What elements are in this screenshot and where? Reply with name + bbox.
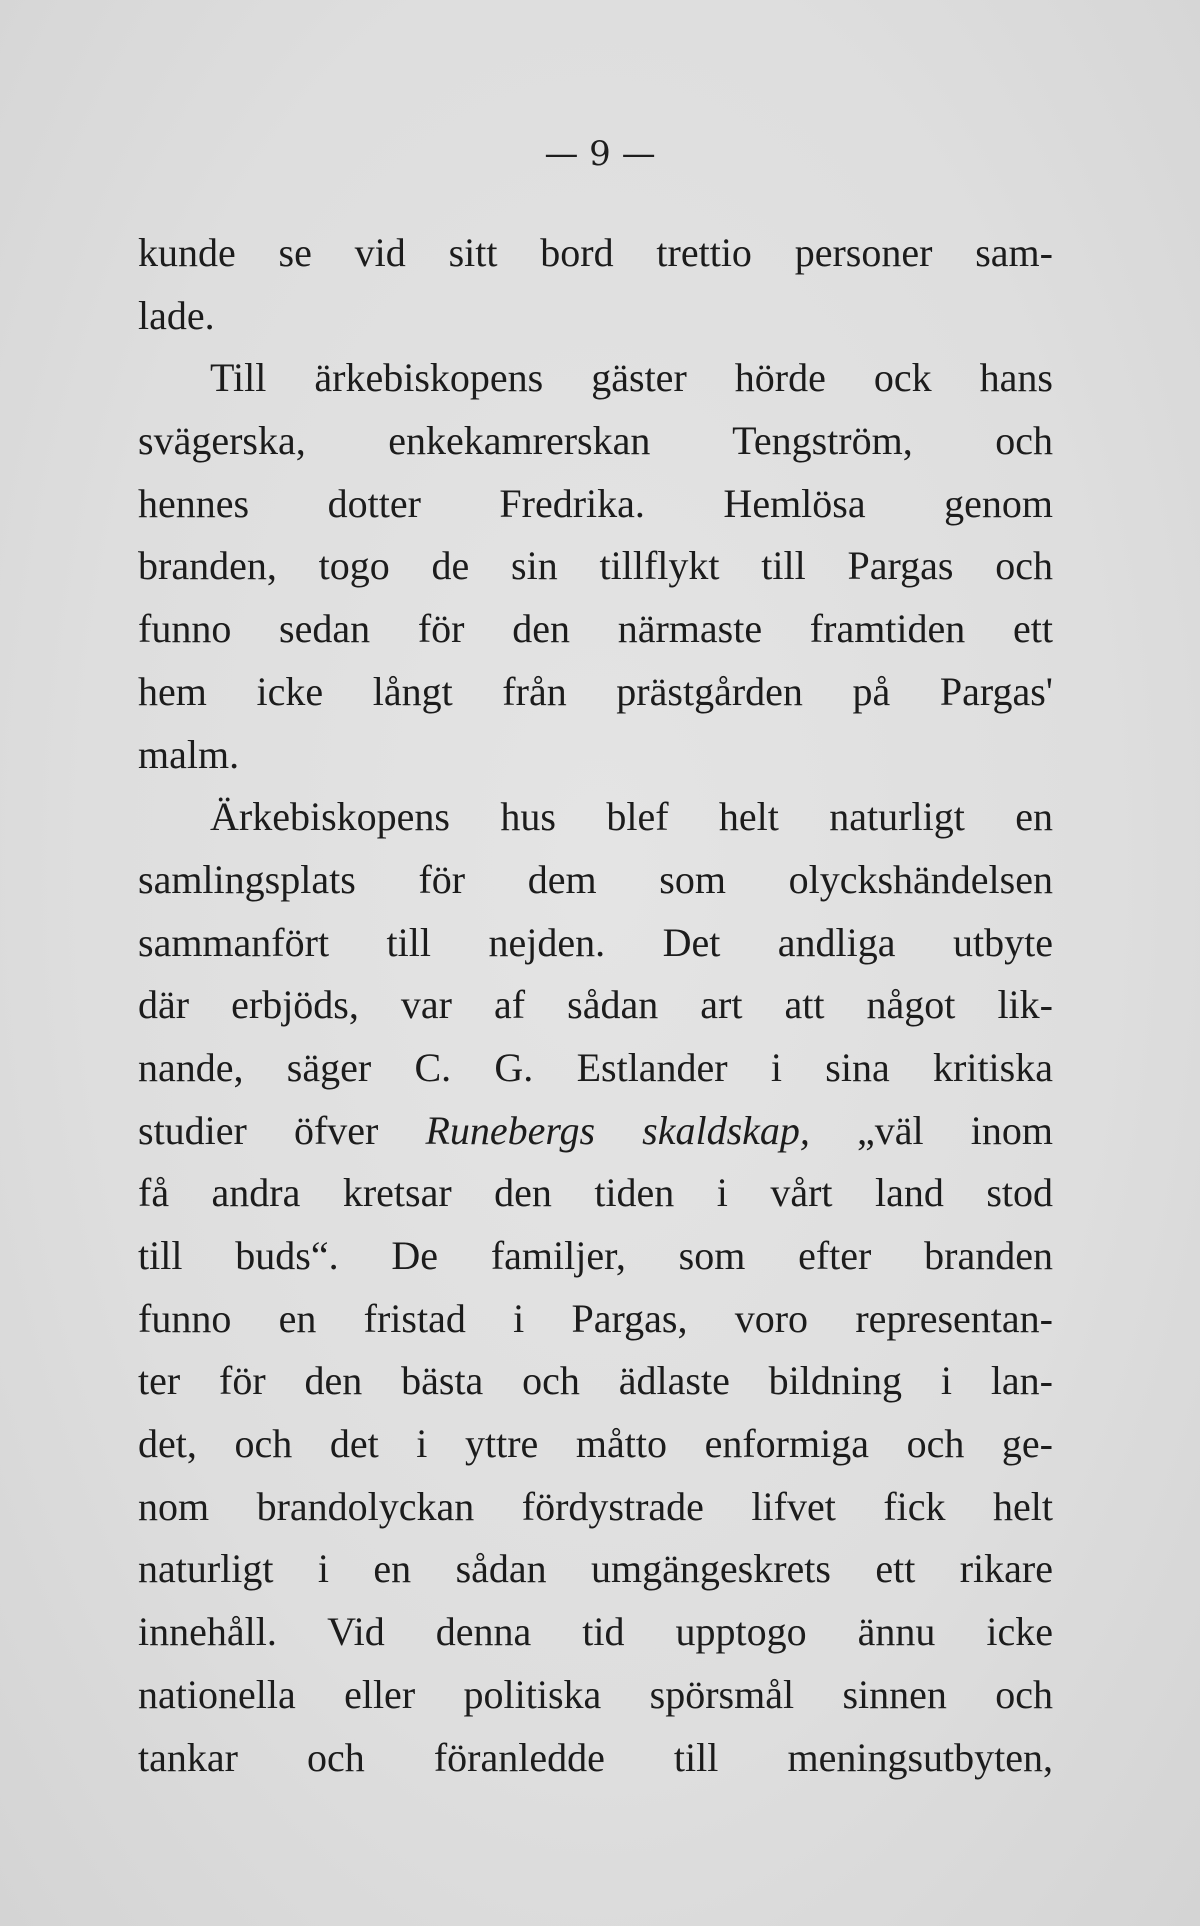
text-line: hennes dotter Fredrika. Hemlösa genom (138, 480, 1053, 526)
text-line: nande, säger C. G. Estlander i sina kritiska (138, 1044, 1053, 1090)
text-line-with-title (138, 1100, 1053, 1163)
text-line: det, och det i yttre måtto enformiga och ge- (138, 1421, 1053, 1467)
text-line: innehåll. Vid denna tid upptogo ännu icke (138, 1609, 1053, 1655)
text-line: nationella eller politiska spörsmål sinnen och (138, 1671, 1053, 1717)
body-text (138, 222, 1053, 1789)
text-line: Ärkebiskopens hus blef helt naturligt en (210, 794, 1053, 840)
text-line: hem icke långt från prästgården på Pargas' (138, 668, 1053, 714)
text-line: till buds“. De familjer, som efter branden (138, 1233, 1053, 1278)
text-line: lade. (138, 292, 215, 338)
page-number: — 9 — (544, 134, 656, 174)
text-line: svägerska, enkekamrerskan Tengström, och (138, 418, 1053, 464)
text-line: där erbjöds, var af sådan art att något lik- (138, 982, 1053, 1028)
text-line: malm. (138, 731, 240, 777)
text-run: studier öfver (138, 1107, 426, 1153)
text-line: kunde se vid sitt bord trettio personer sam- (138, 230, 1053, 275)
text-line: få andra kretsar den tiden i vårt land stod (138, 1170, 1053, 1216)
text-line: naturligt i en sådan umgängeskrets ett rikare (138, 1546, 1053, 1592)
text-line: branden, togo de sin tillflykt till Pargas och (138, 543, 1053, 589)
text-line: Till ärkebiskopens gäster hörde ock hans (210, 355, 1053, 401)
text-run: „väl inom (809, 1107, 1053, 1153)
text-line: sammanfört till nejden. Det andliga utbyte (138, 919, 1053, 965)
text-line: funno en fristad i Pargas, voro representan- (138, 1295, 1053, 1341)
text-line: funno sedan för den närmaste framtiden ett (138, 606, 1053, 652)
text-line: ter för den bästa och ädlaste bildning i lan- (138, 1358, 1053, 1404)
text-line: samlingsplats för dem som olyckshändelsen (138, 856, 1053, 902)
book-title: Runebergs skaldskap, (425, 1107, 810, 1153)
text-line: tankar och föranledde till meningsutbyten, (138, 1734, 1053, 1780)
text-line: nom brandolyckan fördystrade lifvet fick helt (138, 1483, 1053, 1529)
